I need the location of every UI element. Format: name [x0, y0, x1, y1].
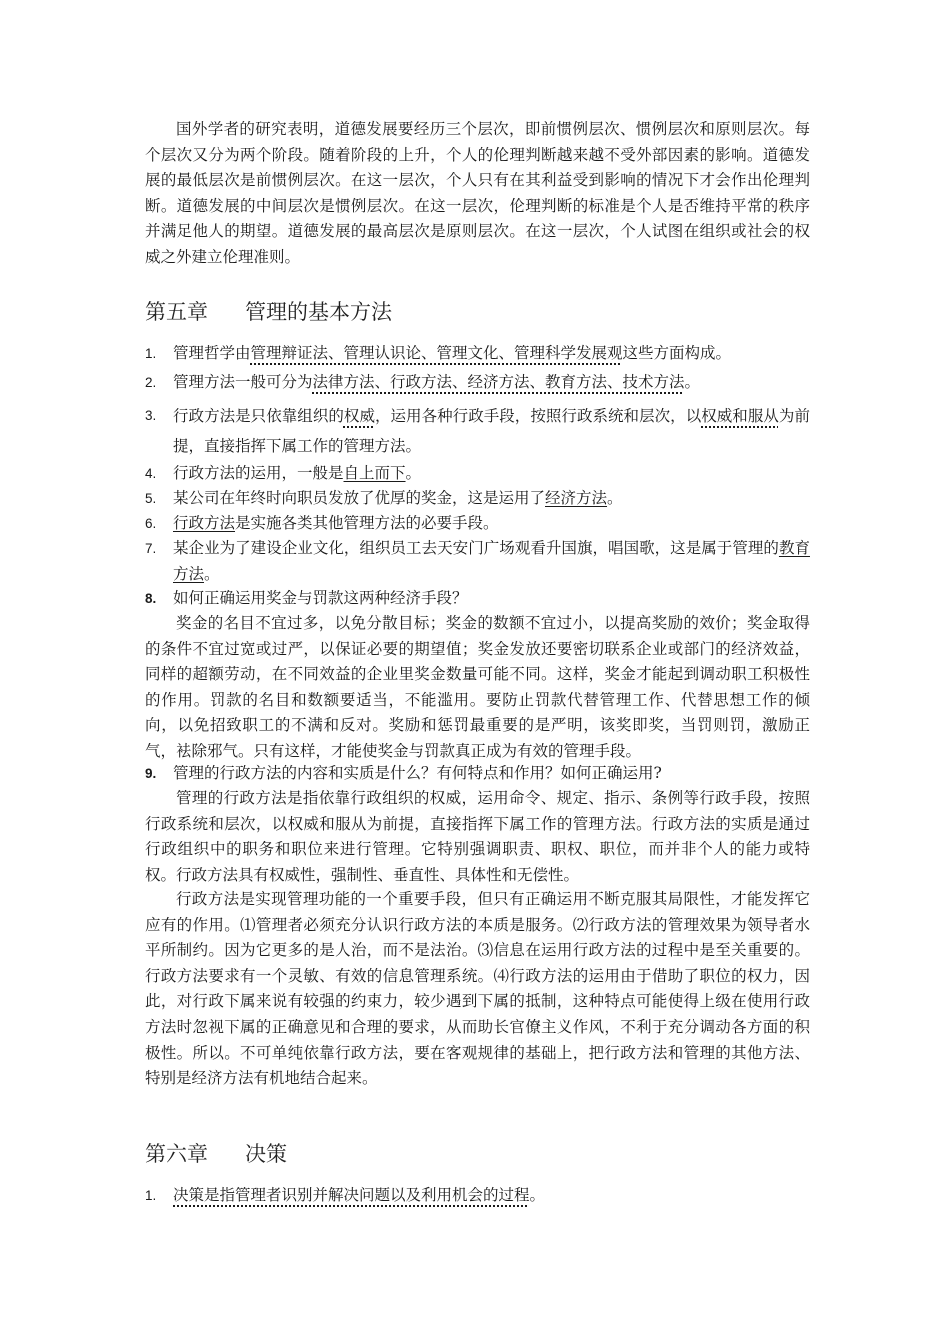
answer-8-paragraph: 奖金的名目不宜过多，以免分散目标；奖金的数额不宜过小，以提高奖励的效价；奖金取得的条件不宜过宽或过严，以保证必要的期望值；奖金发放还要密切联系企业或部门的经济效益，同样的超额劳动，在不同效益的企业里奖金数量可能不同。这样，奖金才能起到调动职工积极性的作用。罚款的名目和数额要适当，不能滥用。要防止罚款代替管理工作、代替思想工作的倾向，以免招致职工的不满和反对。奖励和惩罚最重要的是严明，该奖即奖，当罚则罚，激励正气，袪除邪气。只有这样，才能使奖金与罚款真正成为有效的管理手段。	[145, 614, 810, 760]
answer-9-paragraph-1: 管理的行政方法是指依靠行政组织的权威，运用命令、规定、指示、条例等行政手段，按照行政系统和层次，以权威和服从为前提，直接指挥下属工作的管理方法。行政方法的实质是通过行政组织中的职务和职位来进行管理。它特别强调职责、职权、职位，而并非个人的能力或特权。行政方法具有权威性，强制性、垂直性、具体性和无偿性。	[145, 789, 810, 884]
list-item: 7. 某企业为了建设企业文化，组织员工去天安门广场观看升国旗，唱国歌，这是属于管理的教育方法。	[145, 539, 810, 583]
list-item: 8. 如何正确运用奖金与罚款这两种经济手段？	[145, 589, 468, 607]
chapter-title: 管理的基本方法	[245, 300, 392, 324]
chapter-6-heading	[145, 1139, 287, 1169]
chapter-number: 第六章	[145, 1142, 208, 1166]
list-item: 9. 管理的行政方法的内容和实质是什么？有何特点和作用？如何正确运用?	[145, 764, 662, 782]
list-item: 1. 管理哲学由管理辩证法、管理认识论、管理文化、管理科学发展观这些方面构成。	[145, 344, 732, 362]
list-item: 6. 行政方法是实施各类其他管理方法的必要手段。	[145, 514, 499, 532]
intro-paragraph: 国外学者的研究表明，道德发展要经历三个层次，即前惯例层次、惯例层次和原则层次。每个层次又分为两个阶段。随着阶段的上升，个人的伦理判断越来越不受外部因素的影响。道德发展的最低层次是前惯例层次。在这一层次，个人只有在其利益受到影响的情况下才会作出伦理判断。道德发展的中间层次是惯例层次。在这一层次，伦理判断的标准是个人是否维持平常的秩序并满足他人的期望。道德发展的最高层次是原则层次。在这一层次，个人试图在组织或社会的权威之外建立伦理准则。	[145, 120, 810, 266]
list-item: 1. 决策是指管理者识别并解决问题以及利用机会的过程。	[145, 1186, 546, 1204]
chapter-title: 决策	[245, 1142, 287, 1166]
chapter-number: 第五章	[145, 300, 208, 324]
list-item: 4. 行政方法的运用，一般是自上而下。	[145, 464, 422, 482]
list-item: 5. 某公司在年终时向职员发放了优厚的奖金，这是运用了经济方法。	[145, 489, 623, 507]
list-item: 2. 管理方法一般可分为法律方法、行政方法、经济方法、教育方法、技术方法。	[145, 373, 701, 391]
chapter-5-heading	[145, 297, 392, 327]
list-item: 3. 行政方法是只依靠组织的权威，运用各种行政手段，按照行政系统和层次，以权威和服从为前提，直接指挥下属工作的管理方法。	[145, 407, 810, 455]
answer-9-paragraph-2: 行政方法是实现管理功能的一个重要手段，但只有正确运用不断克服其局限性，才能发挥它应有的作用。⑴管理者必须充分认识行政方法的本质是服务。⑵行政方法的管理效果为领导者水平所制约。因为它更多的是人治，而不是法治。⑶信息在运用行政方法的过程中是至关重要的。行政方法要求有一个灵敏、有效的信息管理系统。⑷行政方法的运用由于借助了职位的权力，因此，对行政下属来说有较强的约束力，较少遇到下属的抵制，这种特点可能使得上级在使用行政方法时忽视下属的正确意见和合理的要求，从而助长官僚主义作风，不利于充分调动各方面的积极性。所以。不可单纯依靠行政方法，要在客观规律的基础上，把行政方法和管理的其他方法、特别是经济方法有机地结合起来。	[145, 890, 810, 1088]
